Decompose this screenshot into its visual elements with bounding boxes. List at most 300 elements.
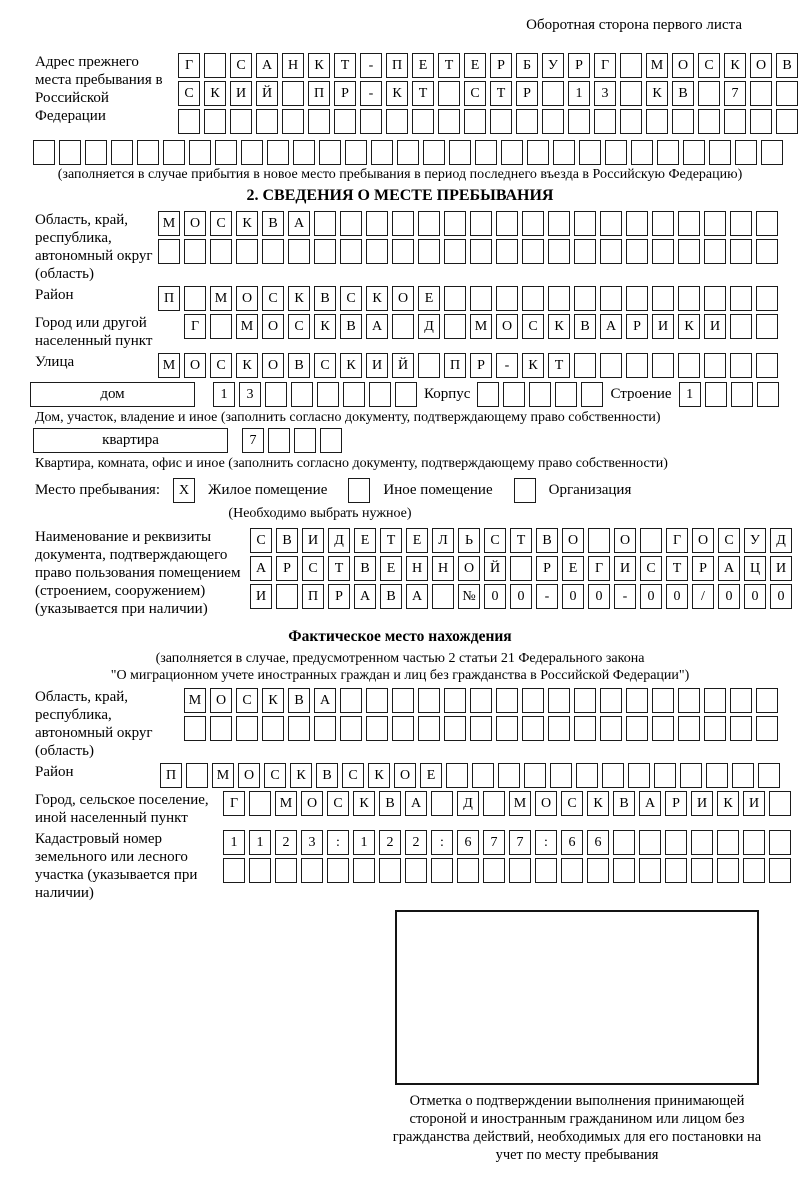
char-cell[interactable]	[293, 140, 315, 165]
char-cell[interactable]	[527, 140, 549, 165]
checkbox-other-premises[interactable]	[348, 478, 370, 503]
char-cell[interactable]: Д	[418, 314, 440, 339]
char-cell[interactable]	[163, 140, 185, 165]
char-cell[interactable]: 1	[223, 830, 245, 855]
char-cell[interactable]: К	[368, 763, 390, 788]
char-cell[interactable]	[548, 286, 570, 311]
char-cell[interactable]	[314, 211, 336, 236]
char-cell[interactable]: В	[536, 528, 558, 553]
char-cell[interactable]: У	[744, 528, 766, 553]
char-cell[interactable]	[249, 791, 271, 816]
char-cell[interactable]: Е	[418, 286, 440, 311]
char-cell[interactable]: 0	[588, 584, 610, 609]
char-cell[interactable]: О	[535, 791, 557, 816]
char-cell[interactable]	[553, 140, 575, 165]
char-cell[interactable]	[769, 830, 791, 855]
char-cell[interactable]: Й	[392, 353, 414, 378]
char-cell[interactable]	[470, 716, 492, 741]
char-cell[interactable]	[758, 763, 780, 788]
char-cell[interactable]	[418, 239, 440, 264]
char-cell[interactable]	[184, 716, 206, 741]
char-cell[interactable]: В	[379, 791, 401, 816]
char-cell[interactable]	[345, 140, 367, 165]
char-cell[interactable]: Н	[282, 53, 304, 78]
char-cell[interactable]	[652, 239, 674, 264]
char-cell[interactable]: Е	[406, 528, 428, 553]
char-cell[interactable]: /	[692, 584, 714, 609]
char-cell[interactable]	[392, 211, 414, 236]
char-cell[interactable]: 1	[213, 382, 235, 407]
char-cell[interactable]	[241, 140, 263, 165]
char-cell[interactable]: И	[691, 791, 713, 816]
char-cell[interactable]	[620, 53, 642, 78]
char-cell[interactable]	[210, 239, 232, 264]
char-cell[interactable]: 0	[484, 584, 506, 609]
char-cell[interactable]: П	[160, 763, 182, 788]
char-cell[interactable]: 1	[249, 830, 271, 855]
char-cell[interactable]: С	[464, 81, 486, 106]
char-cell[interactable]	[735, 140, 757, 165]
char-cell[interactable]: Т	[438, 53, 460, 78]
char-cell[interactable]: Р	[665, 791, 687, 816]
char-cell[interactable]	[477, 382, 499, 407]
char-cell[interactable]: В	[288, 688, 310, 713]
char-cell[interactable]	[223, 858, 245, 883]
char-cell[interactable]	[548, 211, 570, 236]
char-cell[interactable]	[340, 716, 362, 741]
char-cell[interactable]	[613, 830, 635, 855]
char-cell[interactable]	[639, 830, 661, 855]
char-cell[interactable]	[756, 211, 778, 236]
char-cell[interactable]	[210, 314, 232, 339]
char-cell[interactable]: О	[301, 791, 323, 816]
char-cell[interactable]	[392, 314, 414, 339]
char-cell[interactable]: 0	[770, 584, 792, 609]
char-cell[interactable]	[503, 382, 525, 407]
char-cell[interactable]: С	[264, 763, 286, 788]
char-cell[interactable]	[265, 382, 287, 407]
char-cell[interactable]: С	[698, 53, 720, 78]
char-cell[interactable]: С	[342, 763, 364, 788]
char-cell[interactable]	[750, 109, 772, 134]
char-cell[interactable]: В	[354, 556, 376, 581]
char-cell[interactable]: О	[392, 286, 414, 311]
char-cell[interactable]	[548, 716, 570, 741]
char-cell[interactable]: 2	[379, 830, 401, 855]
char-cell[interactable]	[743, 858, 765, 883]
char-cell[interactable]	[319, 140, 341, 165]
char-cell[interactable]: К	[288, 286, 310, 311]
char-cell[interactable]: Т	[490, 81, 512, 106]
char-cell[interactable]	[360, 109, 382, 134]
char-cell[interactable]: В	[314, 286, 336, 311]
char-cell[interactable]	[366, 716, 388, 741]
char-cell[interactable]	[268, 428, 290, 453]
char-cell[interactable]: К	[548, 314, 570, 339]
char-cell[interactable]: Й	[256, 81, 278, 106]
char-cell[interactable]	[652, 211, 674, 236]
char-cell[interactable]	[137, 140, 159, 165]
char-cell[interactable]	[444, 239, 466, 264]
char-cell[interactable]	[470, 211, 492, 236]
char-cell[interactable]	[724, 109, 746, 134]
char-cell[interactable]: Ь	[458, 528, 480, 553]
char-cell[interactable]: Д	[457, 791, 479, 816]
char-cell[interactable]: О	[496, 314, 518, 339]
char-cell[interactable]: С	[302, 556, 324, 581]
char-cell[interactable]	[418, 211, 440, 236]
char-cell[interactable]: С	[340, 286, 362, 311]
char-cell[interactable]	[600, 286, 622, 311]
char-cell[interactable]	[327, 858, 349, 883]
char-cell[interactable]: -	[496, 353, 518, 378]
char-cell[interactable]	[683, 140, 705, 165]
char-cell[interactable]	[704, 239, 726, 264]
char-cell[interactable]	[657, 140, 679, 165]
char-cell[interactable]: Н	[432, 556, 454, 581]
char-cell[interactable]	[276, 584, 298, 609]
char-cell[interactable]: -	[360, 81, 382, 106]
char-cell[interactable]: С	[288, 314, 310, 339]
char-cell[interactable]: В	[380, 584, 402, 609]
char-cell[interactable]	[369, 382, 391, 407]
char-cell[interactable]	[498, 763, 520, 788]
char-cell[interactable]	[230, 109, 252, 134]
char-cell[interactable]: И	[652, 314, 674, 339]
char-cell[interactable]	[756, 239, 778, 264]
char-cell[interactable]	[769, 858, 791, 883]
char-cell[interactable]: В	[276, 528, 298, 553]
char-cell[interactable]	[579, 140, 601, 165]
char-cell[interactable]: П	[444, 353, 466, 378]
char-cell[interactable]	[704, 286, 726, 311]
char-cell[interactable]	[353, 858, 375, 883]
char-cell[interactable]	[314, 716, 336, 741]
char-cell[interactable]	[665, 830, 687, 855]
char-cell[interactable]	[294, 428, 316, 453]
char-cell[interactable]: 3	[301, 830, 323, 855]
char-cell[interactable]: Д	[770, 528, 792, 553]
char-cell[interactable]	[587, 858, 609, 883]
char-cell[interactable]	[522, 688, 544, 713]
char-cell[interactable]: А	[256, 53, 278, 78]
char-cell[interactable]: И	[230, 81, 252, 106]
char-cell[interactable]	[652, 286, 674, 311]
char-cell[interactable]	[600, 716, 622, 741]
char-cell[interactable]: :	[535, 830, 557, 855]
char-cell[interactable]: А	[406, 584, 428, 609]
char-cell[interactable]	[542, 109, 564, 134]
char-cell[interactable]: 2	[275, 830, 297, 855]
char-cell[interactable]: Р	[692, 556, 714, 581]
char-cell[interactable]: Г	[588, 556, 610, 581]
char-cell[interactable]	[631, 140, 653, 165]
char-cell[interactable]: Г	[594, 53, 616, 78]
char-cell[interactable]	[704, 688, 726, 713]
char-cell[interactable]: В	[672, 81, 694, 106]
char-cell[interactable]	[626, 716, 648, 741]
char-cell[interactable]: О	[184, 353, 206, 378]
char-cell[interactable]: Г	[223, 791, 245, 816]
char-cell[interactable]	[600, 353, 622, 378]
char-cell[interactable]	[605, 140, 627, 165]
char-cell[interactable]	[236, 716, 258, 741]
char-cell[interactable]	[761, 140, 783, 165]
char-cell[interactable]: И	[743, 791, 765, 816]
char-cell[interactable]: В	[316, 763, 338, 788]
char-cell[interactable]: К	[724, 53, 746, 78]
char-cell[interactable]	[470, 286, 492, 311]
char-cell[interactable]	[654, 763, 676, 788]
char-cell[interactable]	[568, 109, 590, 134]
char-cell[interactable]	[678, 286, 700, 311]
char-cell[interactable]: Т	[412, 81, 434, 106]
char-cell[interactable]	[652, 353, 674, 378]
char-cell[interactable]	[706, 763, 728, 788]
char-cell[interactable]	[496, 239, 518, 264]
char-cell[interactable]: С	[250, 528, 272, 553]
char-cell[interactable]: 6	[561, 830, 583, 855]
char-cell[interactable]: О	[394, 763, 416, 788]
char-cell[interactable]: К	[353, 791, 375, 816]
char-cell[interactable]	[709, 140, 731, 165]
char-cell[interactable]	[524, 763, 546, 788]
char-cell[interactable]: С	[561, 791, 583, 816]
char-cell[interactable]	[678, 211, 700, 236]
char-cell[interactable]: К	[678, 314, 700, 339]
char-cell[interactable]	[282, 81, 304, 106]
char-cell[interactable]: Е	[412, 53, 434, 78]
char-cell[interactable]: И	[704, 314, 726, 339]
char-cell[interactable]: А	[250, 556, 272, 581]
char-cell[interactable]	[652, 688, 674, 713]
char-cell[interactable]	[262, 239, 284, 264]
char-cell[interactable]: О	[750, 53, 772, 78]
char-cell[interactable]	[483, 858, 505, 883]
char-cell[interactable]: 1	[568, 81, 590, 106]
char-cell[interactable]	[366, 211, 388, 236]
char-cell[interactable]: О	[692, 528, 714, 553]
char-cell[interactable]: Е	[380, 556, 402, 581]
char-cell[interactable]	[470, 239, 492, 264]
char-cell[interactable]: А	[405, 791, 427, 816]
char-cell[interactable]	[535, 858, 557, 883]
char-cell[interactable]: М	[646, 53, 668, 78]
char-cell[interactable]: К	[314, 314, 336, 339]
char-cell[interactable]: А	[718, 556, 740, 581]
char-cell[interactable]: 0	[510, 584, 532, 609]
char-cell[interactable]: Ц	[744, 556, 766, 581]
char-cell[interactable]	[371, 140, 393, 165]
char-cell[interactable]	[581, 382, 603, 407]
char-cell[interactable]	[646, 109, 668, 134]
char-cell[interactable]	[444, 688, 466, 713]
char-cell[interactable]	[522, 211, 544, 236]
char-cell[interactable]: К	[262, 688, 284, 713]
char-cell[interactable]	[204, 109, 226, 134]
char-cell[interactable]: Е	[354, 528, 376, 553]
char-cell[interactable]: -	[614, 584, 636, 609]
char-cell[interactable]	[665, 858, 687, 883]
char-cell[interactable]: М	[158, 211, 180, 236]
char-cell[interactable]: 6	[457, 830, 479, 855]
char-cell[interactable]: В	[574, 314, 596, 339]
char-cell[interactable]: С	[640, 556, 662, 581]
char-cell[interactable]	[626, 688, 648, 713]
char-cell[interactable]: Т	[334, 53, 356, 78]
char-cell[interactable]: С	[718, 528, 740, 553]
char-cell[interactable]: С	[236, 688, 258, 713]
char-cell[interactable]: С	[178, 81, 200, 106]
char-cell[interactable]	[444, 716, 466, 741]
char-cell[interactable]: О	[458, 556, 480, 581]
char-cell[interactable]	[756, 688, 778, 713]
char-cell[interactable]: С	[210, 211, 232, 236]
char-cell[interactable]	[301, 858, 323, 883]
char-cell[interactable]	[510, 556, 532, 581]
char-cell[interactable]: Р	[516, 81, 538, 106]
char-cell[interactable]	[574, 716, 596, 741]
char-cell[interactable]: В	[340, 314, 362, 339]
char-cell[interactable]: С	[484, 528, 506, 553]
char-cell[interactable]: С	[230, 53, 252, 78]
char-cell[interactable]: М	[470, 314, 492, 339]
char-cell[interactable]	[379, 858, 401, 883]
char-cell[interactable]	[640, 528, 662, 553]
char-cell[interactable]	[282, 109, 304, 134]
char-cell[interactable]	[620, 81, 642, 106]
char-cell[interactable]: М	[158, 353, 180, 378]
char-cell[interactable]	[418, 716, 440, 741]
char-cell[interactable]	[423, 140, 445, 165]
char-cell[interactable]: Т	[328, 556, 350, 581]
char-cell[interactable]: О	[262, 353, 284, 378]
char-cell[interactable]: С	[210, 353, 232, 378]
char-cell[interactable]	[717, 858, 739, 883]
char-cell[interactable]: В	[776, 53, 798, 78]
char-cell[interactable]	[594, 109, 616, 134]
char-cell[interactable]: А	[314, 688, 336, 713]
char-cell[interactable]	[236, 239, 258, 264]
char-cell[interactable]: В	[262, 211, 284, 236]
char-cell[interactable]	[509, 858, 531, 883]
char-cell[interactable]: Л	[432, 528, 454, 553]
char-cell[interactable]: Е	[464, 53, 486, 78]
char-cell[interactable]: 7	[724, 81, 746, 106]
char-cell[interactable]: Р	[536, 556, 558, 581]
char-cell[interactable]: 3	[594, 81, 616, 106]
char-cell[interactable]	[561, 858, 583, 883]
char-cell[interactable]	[475, 140, 497, 165]
char-cell[interactable]	[449, 140, 471, 165]
char-cell[interactable]	[600, 688, 622, 713]
char-cell[interactable]	[288, 716, 310, 741]
char-cell[interactable]	[600, 211, 622, 236]
char-cell[interactable]	[392, 716, 414, 741]
char-cell[interactable]	[392, 688, 414, 713]
char-cell[interactable]: К	[204, 81, 226, 106]
char-cell[interactable]	[431, 791, 453, 816]
char-cell[interactable]: И	[614, 556, 636, 581]
char-cell[interactable]: Р	[276, 556, 298, 581]
char-cell[interactable]	[574, 353, 596, 378]
char-cell[interactable]	[691, 830, 713, 855]
char-cell[interactable]: :	[327, 830, 349, 855]
char-cell[interactable]: К	[236, 353, 258, 378]
char-cell[interactable]	[574, 239, 596, 264]
char-cell[interactable]: О	[184, 211, 206, 236]
char-cell[interactable]	[395, 382, 417, 407]
char-cell[interactable]: 1	[353, 830, 375, 855]
char-cell[interactable]	[470, 688, 492, 713]
char-cell[interactable]	[757, 382, 779, 407]
char-cell[interactable]: М	[212, 763, 234, 788]
char-cell[interactable]: Г	[666, 528, 688, 553]
char-cell[interactable]: К	[366, 286, 388, 311]
char-cell[interactable]	[314, 239, 336, 264]
char-cell[interactable]	[576, 763, 598, 788]
char-cell[interactable]	[717, 830, 739, 855]
char-cell[interactable]	[522, 286, 544, 311]
char-cell[interactable]: Р	[334, 81, 356, 106]
char-cell[interactable]: С	[522, 314, 544, 339]
char-cell[interactable]: В	[613, 791, 635, 816]
char-cell[interactable]	[490, 109, 512, 134]
char-cell[interactable]	[291, 382, 313, 407]
char-cell[interactable]: :	[431, 830, 453, 855]
char-cell[interactable]	[756, 716, 778, 741]
char-cell[interactable]	[267, 140, 289, 165]
char-cell[interactable]	[33, 140, 55, 165]
char-cell[interactable]: 0	[744, 584, 766, 609]
char-cell[interactable]	[444, 286, 466, 311]
char-cell[interactable]: А	[639, 791, 661, 816]
char-cell[interactable]	[158, 239, 180, 264]
char-cell[interactable]: К	[646, 81, 668, 106]
char-cell[interactable]	[574, 286, 596, 311]
char-cell[interactable]	[184, 239, 206, 264]
char-cell[interactable]	[496, 716, 518, 741]
char-cell[interactable]: К	[717, 791, 739, 816]
char-cell[interactable]: М	[236, 314, 258, 339]
char-cell[interactable]	[704, 211, 726, 236]
char-cell[interactable]	[366, 239, 388, 264]
char-cell[interactable]	[730, 211, 752, 236]
char-cell[interactable]	[550, 763, 572, 788]
checkbox-organization[interactable]	[514, 478, 536, 503]
char-cell[interactable]	[678, 688, 700, 713]
char-cell[interactable]: К	[386, 81, 408, 106]
char-cell[interactable]: К	[587, 791, 609, 816]
char-cell[interactable]: Б	[516, 53, 538, 78]
char-cell[interactable]: О	[562, 528, 584, 553]
char-cell[interactable]	[652, 716, 674, 741]
char-cell[interactable]	[574, 211, 596, 236]
char-cell[interactable]: О	[238, 763, 260, 788]
char-cell[interactable]	[317, 382, 339, 407]
char-cell[interactable]	[548, 688, 570, 713]
char-cell[interactable]: М	[210, 286, 232, 311]
char-cell[interactable]: М	[275, 791, 297, 816]
char-cell[interactable]	[730, 353, 752, 378]
char-cell[interactable]	[698, 109, 720, 134]
char-cell[interactable]: А	[600, 314, 622, 339]
char-cell[interactable]: И	[770, 556, 792, 581]
char-cell[interactable]: 7	[242, 428, 264, 453]
char-cell[interactable]: С	[262, 286, 284, 311]
char-cell[interactable]	[730, 314, 752, 339]
char-cell[interactable]	[457, 858, 479, 883]
